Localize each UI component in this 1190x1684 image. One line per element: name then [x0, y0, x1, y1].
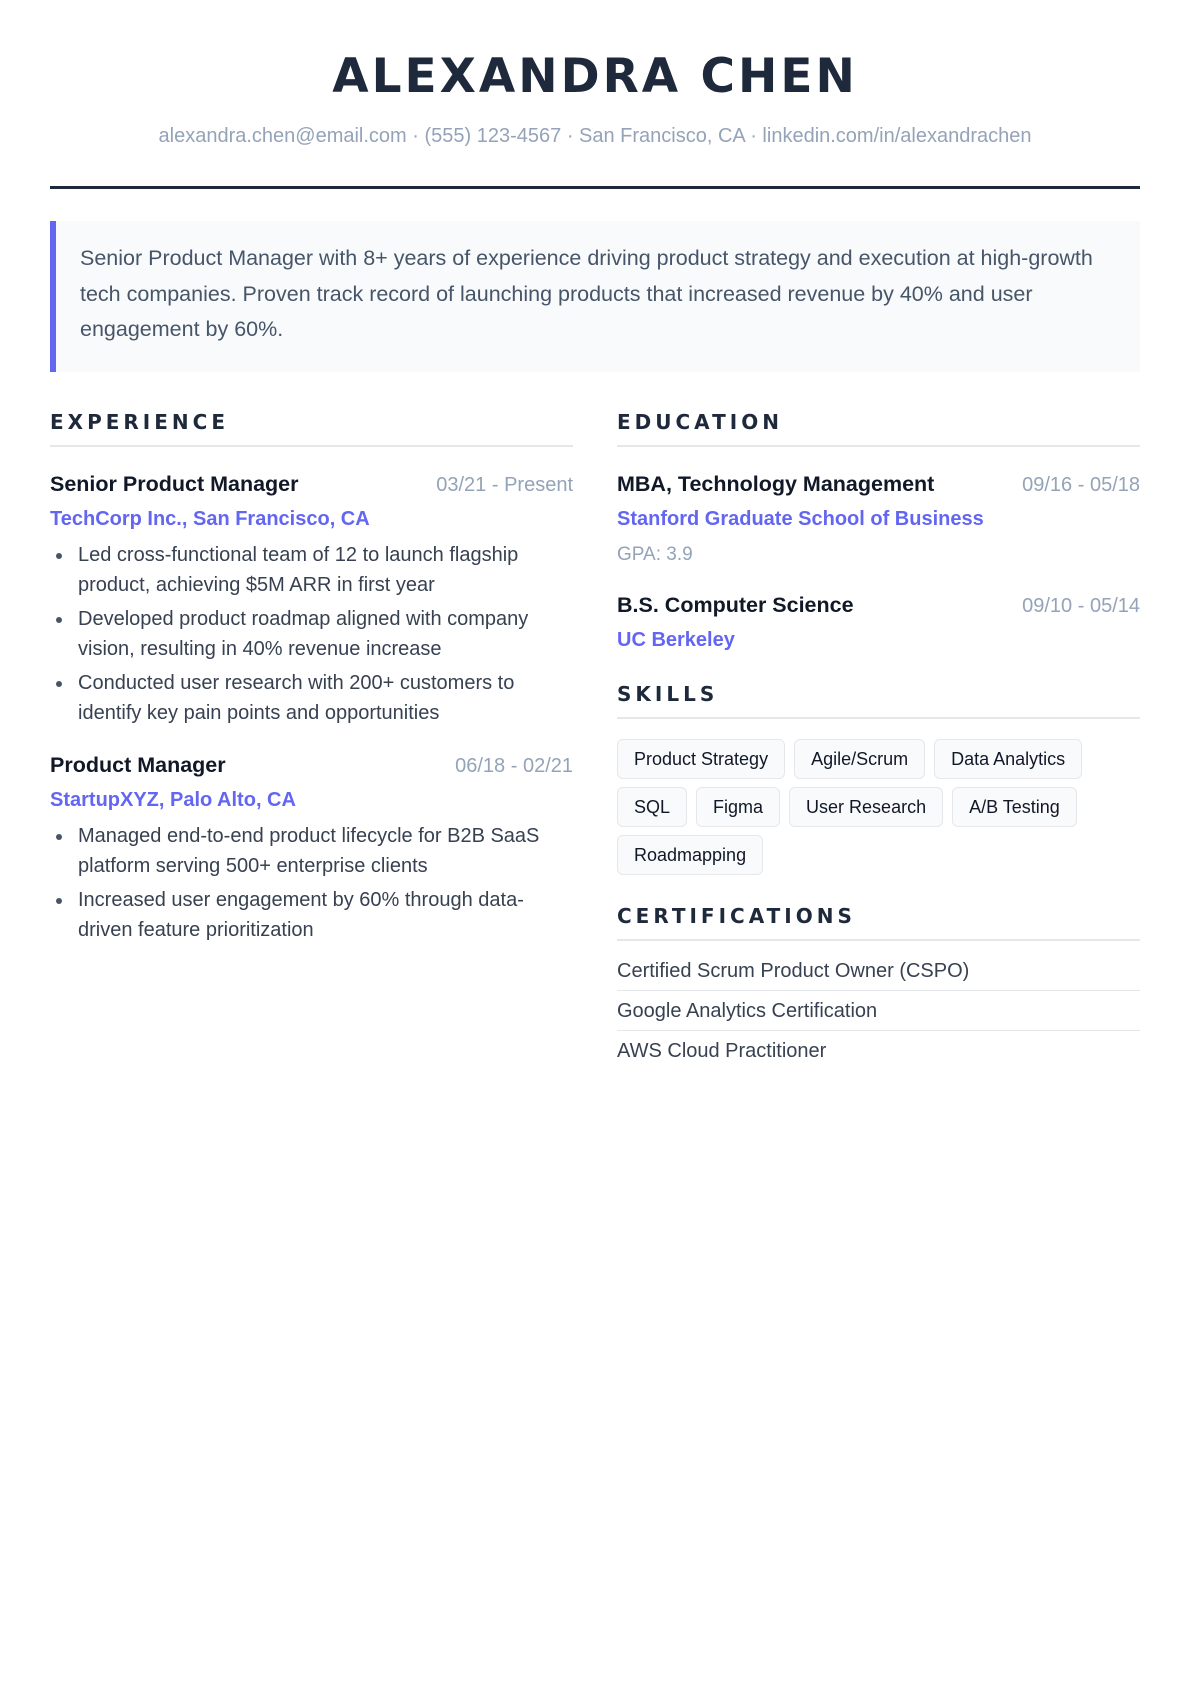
skill-tag: A/B Testing [952, 787, 1077, 827]
job-header [50, 752, 573, 779]
skill-tag: Agile/Scrum [794, 739, 925, 779]
skill-tag: Data Analytics [934, 739, 1082, 779]
education-dates: 09/16 - 05/18 [1022, 473, 1140, 496]
job-entry [50, 752, 573, 945]
left-column [50, 409, 573, 1070]
job-bullet: Managed end-to-end product lifecycle for B2B SaaS platform serving 500+ enterprise clients [78, 821, 573, 881]
job-bullet: Developed product roadmap aligned with company vision, resulting in 40% revenue increase [78, 604, 573, 664]
candidate-name: ALEXANDRA CHEN [332, 49, 858, 104]
job-bullets [50, 821, 573, 945]
school-name: UC Berkeley [617, 628, 735, 651]
degree-title: B.S. Computer Science [617, 592, 854, 617]
job-company: StartupXYZ, Palo Alto, CA [50, 788, 296, 811]
job-title: Product Manager [50, 752, 226, 777]
skill-tag: SQL [617, 787, 687, 827]
experience-heading: EXPERIENCE [50, 409, 573, 447]
job-header [50, 471, 573, 498]
gpa-note: GPA: 3.9 [617, 543, 693, 565]
job-entry [50, 471, 573, 728]
degree-title: MBA, Technology Management [617, 471, 935, 496]
job-dates: 03/21 - Present [436, 473, 573, 496]
right-column [617, 409, 1140, 1070]
job-company: TechCorp Inc., San Francisco, CA [50, 507, 370, 530]
job-title: Senior Product Manager [50, 471, 299, 496]
education-dates: 09/10 - 05/14 [1022, 594, 1140, 617]
certification-item: AWS Cloud Practitioner [617, 1039, 827, 1062]
certifications-list [617, 951, 1140, 1070]
skills-heading: SKILLS [617, 681, 1140, 719]
skill-tag: Product Strategy [617, 739, 785, 779]
skill-tag: Roadmapping [617, 835, 763, 875]
certification-item: Google Analytics Certification [617, 991, 1140, 1031]
education-heading: EDUCATION [617, 409, 1140, 447]
certification-item: Certified Scrum Product Owner (CSPO) [617, 951, 1140, 991]
job-bullets [50, 540, 573, 728]
job-bullet: Increased user engagement by 60% through data-driven feature prioritization [78, 885, 573, 945]
education-header [617, 592, 1140, 619]
job-bullet: Conducted user research with 200+ customers to identify key pain points and opportunities [78, 668, 573, 728]
skills-list [617, 739, 1140, 875]
job-bullet: Led cross-functional team of 12 to launch flagship product, achieving $5M ARR in first year [78, 540, 573, 600]
job-dates: 06/18 - 02/21 [455, 754, 573, 777]
education-header [617, 471, 1140, 498]
header-divider [50, 186, 1140, 189]
school-name: Stanford Graduate School of Business [617, 507, 984, 530]
certifications-heading: CERTIFICATIONS [617, 903, 1140, 941]
skill-tag: Figma [696, 787, 780, 827]
skill-tag: User Research [789, 787, 943, 827]
education-entry [617, 592, 1140, 653]
summary-box: Senior Product Manager with 8+ years of experience driving product strategy and execution at high-growth tech companies. Proven track record of launching products that increased revenue by 40% and user engagement by 60%. [50, 221, 1140, 372]
content-columns [50, 409, 1140, 1070]
education-entry [617, 471, 1140, 568]
contact-line: alexandra.chen@email.com · (555) 123-4567 · San Francisco, CA · linkedin.com/in/alexandrachen [158, 125, 1032, 147]
